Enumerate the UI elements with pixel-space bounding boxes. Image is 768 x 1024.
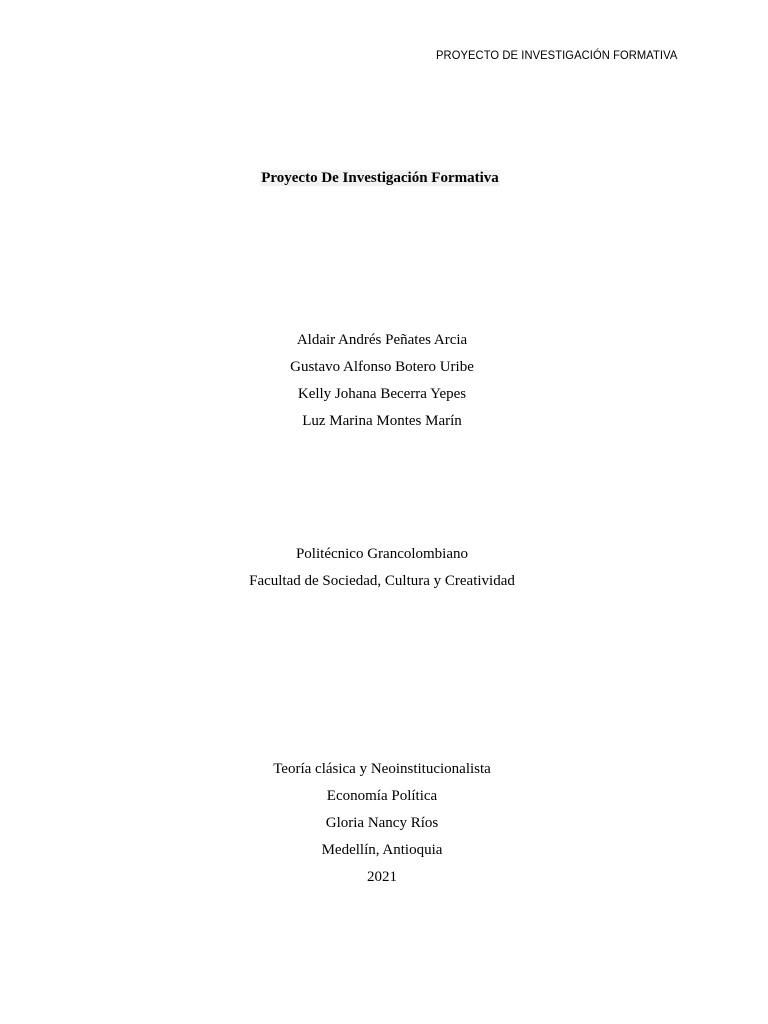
running-head: PROYECTO DE INVESTIGACIÓN FORMATIVA (436, 48, 678, 62)
faculty-name: Facultad de Sociedad, Cultura y Creatividad (249, 573, 515, 589)
author-name: Aldair Andrés Peñates Arcia (296, 332, 468, 348)
title-text: Proyecto De Investigación Formativa (261, 170, 499, 186)
year: 2021 (367, 869, 397, 885)
course-area: Economía Política (326, 788, 438, 804)
course-subject: Teoría clásica y Neoinstitucionalista (273, 761, 491, 777)
author-name: Gustavo Alfonso Botero Uribe (290, 359, 474, 375)
author-name: Kelly Johana Becerra Yepes (297, 386, 467, 402)
authors-list (0, 327, 764, 435)
institution-block (0, 541, 764, 595)
author-name: Luz Marina Montes Marín (302, 413, 462, 429)
location: Medellín, Antioquia (321, 842, 443, 858)
institution-name: Politécnico Grancolombiano (295, 546, 469, 562)
course-block (0, 756, 764, 891)
page-title (0, 170, 760, 187)
instructor-name: Gloria Nancy Ríos (325, 815, 439, 831)
